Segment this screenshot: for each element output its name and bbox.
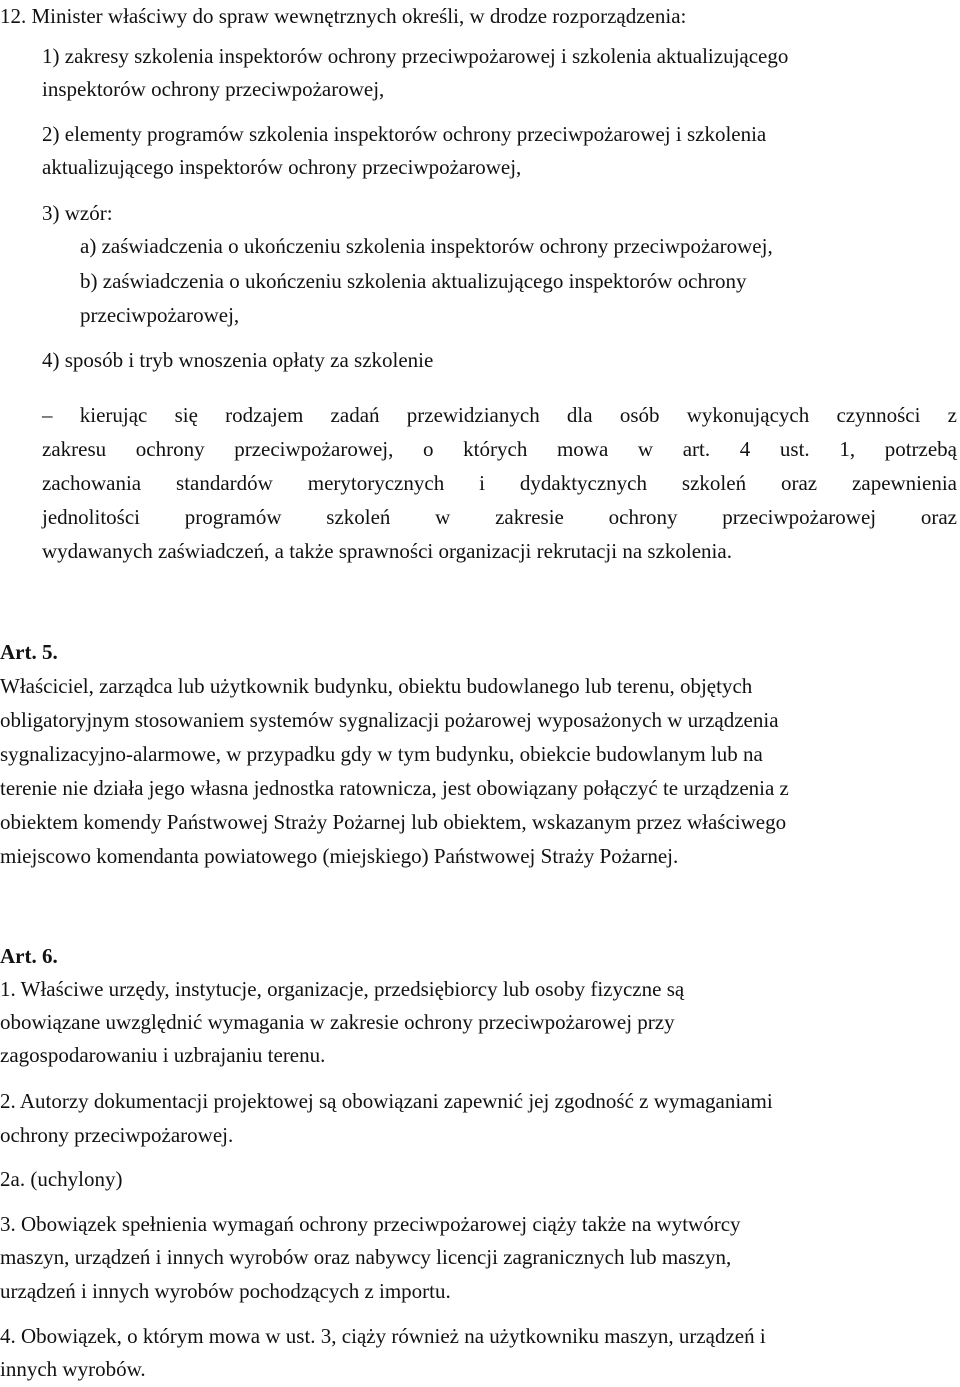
article-6-s1-line-2: obowiązane uwzględnić wymagania w zakresie ochrony przeciwpożarowej przy [0,1010,675,1034]
article-6-s1-line-1: 1. Właściwe urzędy, instytucje, organizacje, przedsiębiorcy lub osoby fizyczne są [0,977,685,1001]
article-6-s2-line-2: ochrony przeciwpożarowej. [0,1123,234,1147]
article-6-s1-line-3: zagospodarowaniu i uzbrajaniu terenu. [0,1043,326,1067]
article-6-s4-line-1: 4. Obowiązek, o którym mowa w ust. 3, ciąży również na użytkowniku maszyn, urządzeń i [0,1324,766,1348]
article-5-heading: Art. 5. [0,640,58,664]
closing-line-2: zakresu ochrony przeciwpożarowej, o których mowa w art. 4 ust. 1, potrzebą [42,437,957,461]
closing-line-1: – kierując się rodzajem zadań przewidzianych dla osób wykonujących czynności z [42,403,957,427]
list-item-3: 3) wzór: [42,201,113,225]
closing-line-3: zachowania standardów merytorycznych i dydaktycznych szkoleń oraz zapewnienia [42,471,957,495]
closing-line-4: jednolitości programów szkoleń w zakresie ochrony przeciwpożarowej oraz [42,505,957,529]
article-6-heading: Art. 6. [0,944,58,968]
list-item-3a: a) zaświadczenia o ukończeniu szkolenia inspektorów ochrony przeciwpożarowej, [80,234,773,258]
article-5-line-5: obiektem komendy Państwowej Straży Pożarnej lub obiektem, wskazanym przez właściwego [0,810,787,834]
article-6-s3-line-2: maszyn, urządzeń i innych wyrobów oraz nabywcy licencji zagranicznych lub maszyn, [0,1245,732,1269]
section-12-heading: 12. Minister właściwy do spraw wewnętrznych określi, w drodze rozporządzenia: [0,4,687,28]
article-6-s4-line-2: innych wyrobów. [0,1357,146,1381]
list-item-2-line-2: aktualizującego inspektorów ochrony przeciwpożarowej, [42,155,522,179]
list-item-2-line-1: 2) elementy programów szkolenia inspektorów ochrony przeciwpożarowej i szkolenia [42,122,767,146]
list-item-3b-line-1: b) zaświadczenia o ukończeniu szkolenia aktualizującego inspektorów ochrony [80,269,747,293]
list-item-1-line-1: 1) zakresy szkolenia inspektorów ochrony przeciwpożarowej i szkolenia aktualizującego [42,44,789,68]
closing-line-5: wydawanych zaświadczeń, a także sprawności organizacji rekrutacji na szkolenia. [42,539,732,563]
list-item-1-line-2: inspektorów ochrony przeciwpożarowej, [42,77,385,101]
article-5-line-1: Właściciel, zarządca lub użytkownik budynku, obiektu budowlanego lub terenu, objętych [0,674,753,698]
article-6-s2-line-1: 2. Autorzy dokumentacji projektowej są obowiązani zapewnić jej zgodność z wymaganiami [0,1089,773,1113]
article-5-line-4: terenie nie działa jego własna jednostka ratownicza, jest obowiązany połączyć te urządzenia z [0,776,789,800]
article-6-s3-line-1: 3. Obowiązek spełnienia wymagań ochrony przeciwpożarowej ciąży także na wytwórcy [0,1212,741,1236]
article-6-s2a: 2a. (uchylony) [0,1167,123,1191]
article-5-line-3: sygnalizacyjno-alarmowe, w przypadku gdy w tym budynku, obiekcie budowlanym lub na [0,742,763,766]
article-5-line-6: miejscowo komendanta powiatowego (miejskiego) Państwowej Straży Pożarnej. [0,844,679,868]
article-6-s3-line-3: urządzeń i innych wyrobów pochodzących z importu. [0,1279,451,1303]
article-5-line-2: obligatoryjnym stosowaniem systemów sygnalizacji pożarowej wyposażonych w urządzenia [0,708,779,732]
list-item-4: 4) sposób i tryb wnoszenia opłaty za szkolenie [42,348,434,372]
list-item-3b-line-2: przeciwpożarowej, [80,303,240,327]
